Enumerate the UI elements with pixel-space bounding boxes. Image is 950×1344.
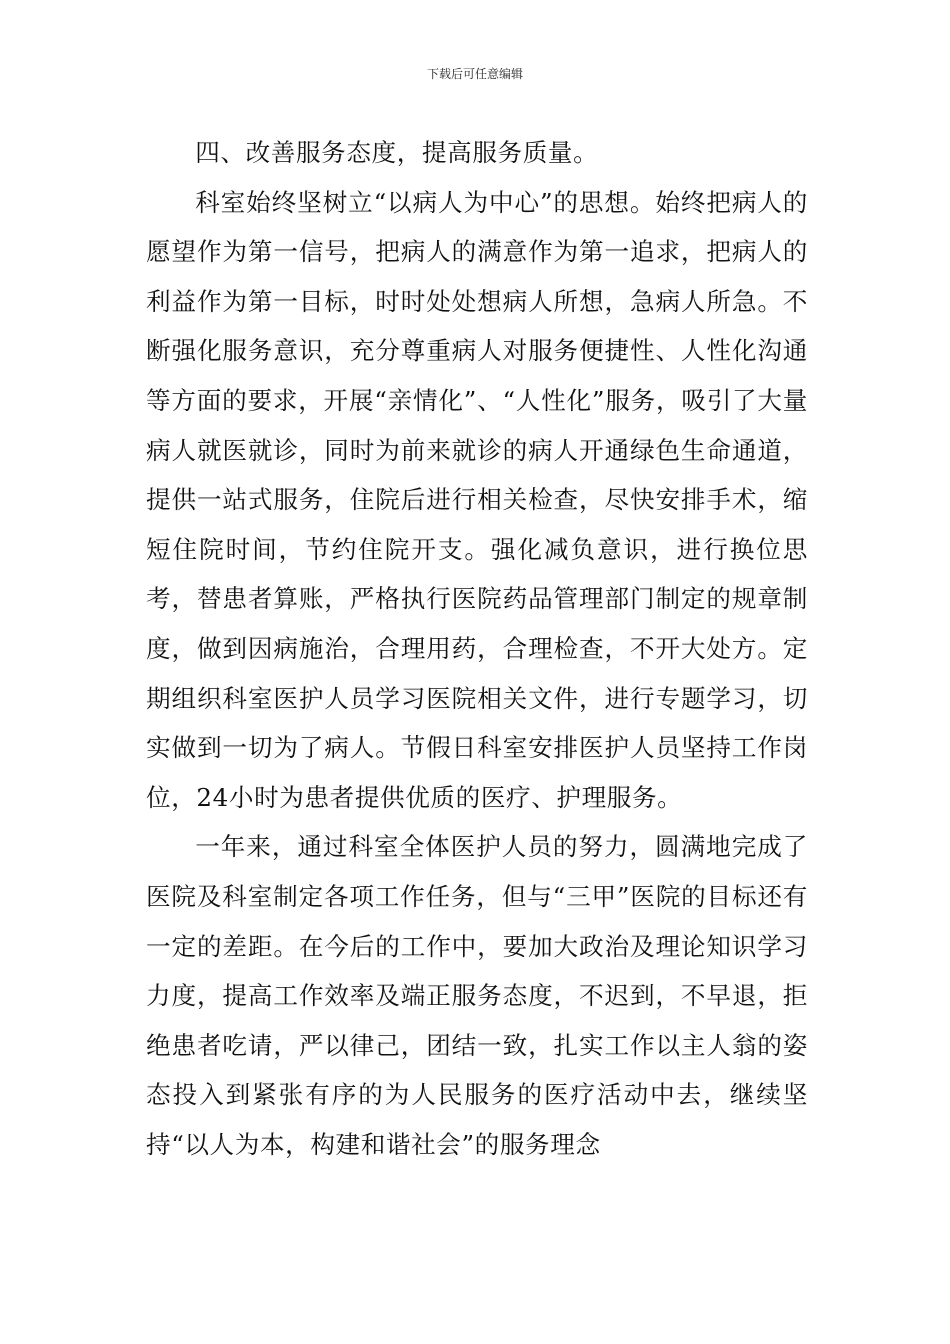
paragraph-service-attitude: 科室始终坚树立“以病人为中心”的思想。始终把病人的愿望作为第一信号，把病人的满意作为第一追求，把病人的利益作为第一目标，时时处处想病人所想，急病人所急。不断强化服务意识，充分尊重病人对服务便捷性、人性化沟通等方面的要求，开展“亲情化”、“人性化”服务，吸引了大量病人就医就诊，同时为前来就诊的病人开通绿色生命通道，提供一站式服务，住院后进行相关检查，尽快安排手术，缩短住院时间，节约住院开支。强化减负意识，进行换位思考，替患者算账，严格执行医院药品管理部门制定的规章制度，做到因病施治，合理用药，合理检查，不开大处方。定期组织科室医护人员学习医院相关文件，进行专题学习，切实做到一切为了病人。节假日科室安排医护人员坚持工作岗位，24小时为患者提供优质的医疗、护理服务。 bbox=[146, 187, 808, 812]
document-body bbox=[146, 128, 808, 1169]
page-header-note: 下载后可任意编辑 bbox=[426, 67, 523, 81]
paragraph-year-summary: 一年来，通过科室全体医护人员的努力，圆满地完成了医院及科室制定各项工作任务，但与“三甲”医院的目标还有一定的差距。在今后的工作中，要加大政治及理论知识学习力度，提高工作效率及端正服务态度，不迟到，不早退，拒绝患者吃请，严以律己，团结一致，扎实工作以主人翁的姿态投入到紧张有序的为人民服务的医疗活动中去，继续坚持“以人为本，构建和谐社会”的服务理念 bbox=[146, 832, 808, 1159]
section-heading: 四、改善服务态度，提高服务质量。 bbox=[195, 138, 599, 167]
